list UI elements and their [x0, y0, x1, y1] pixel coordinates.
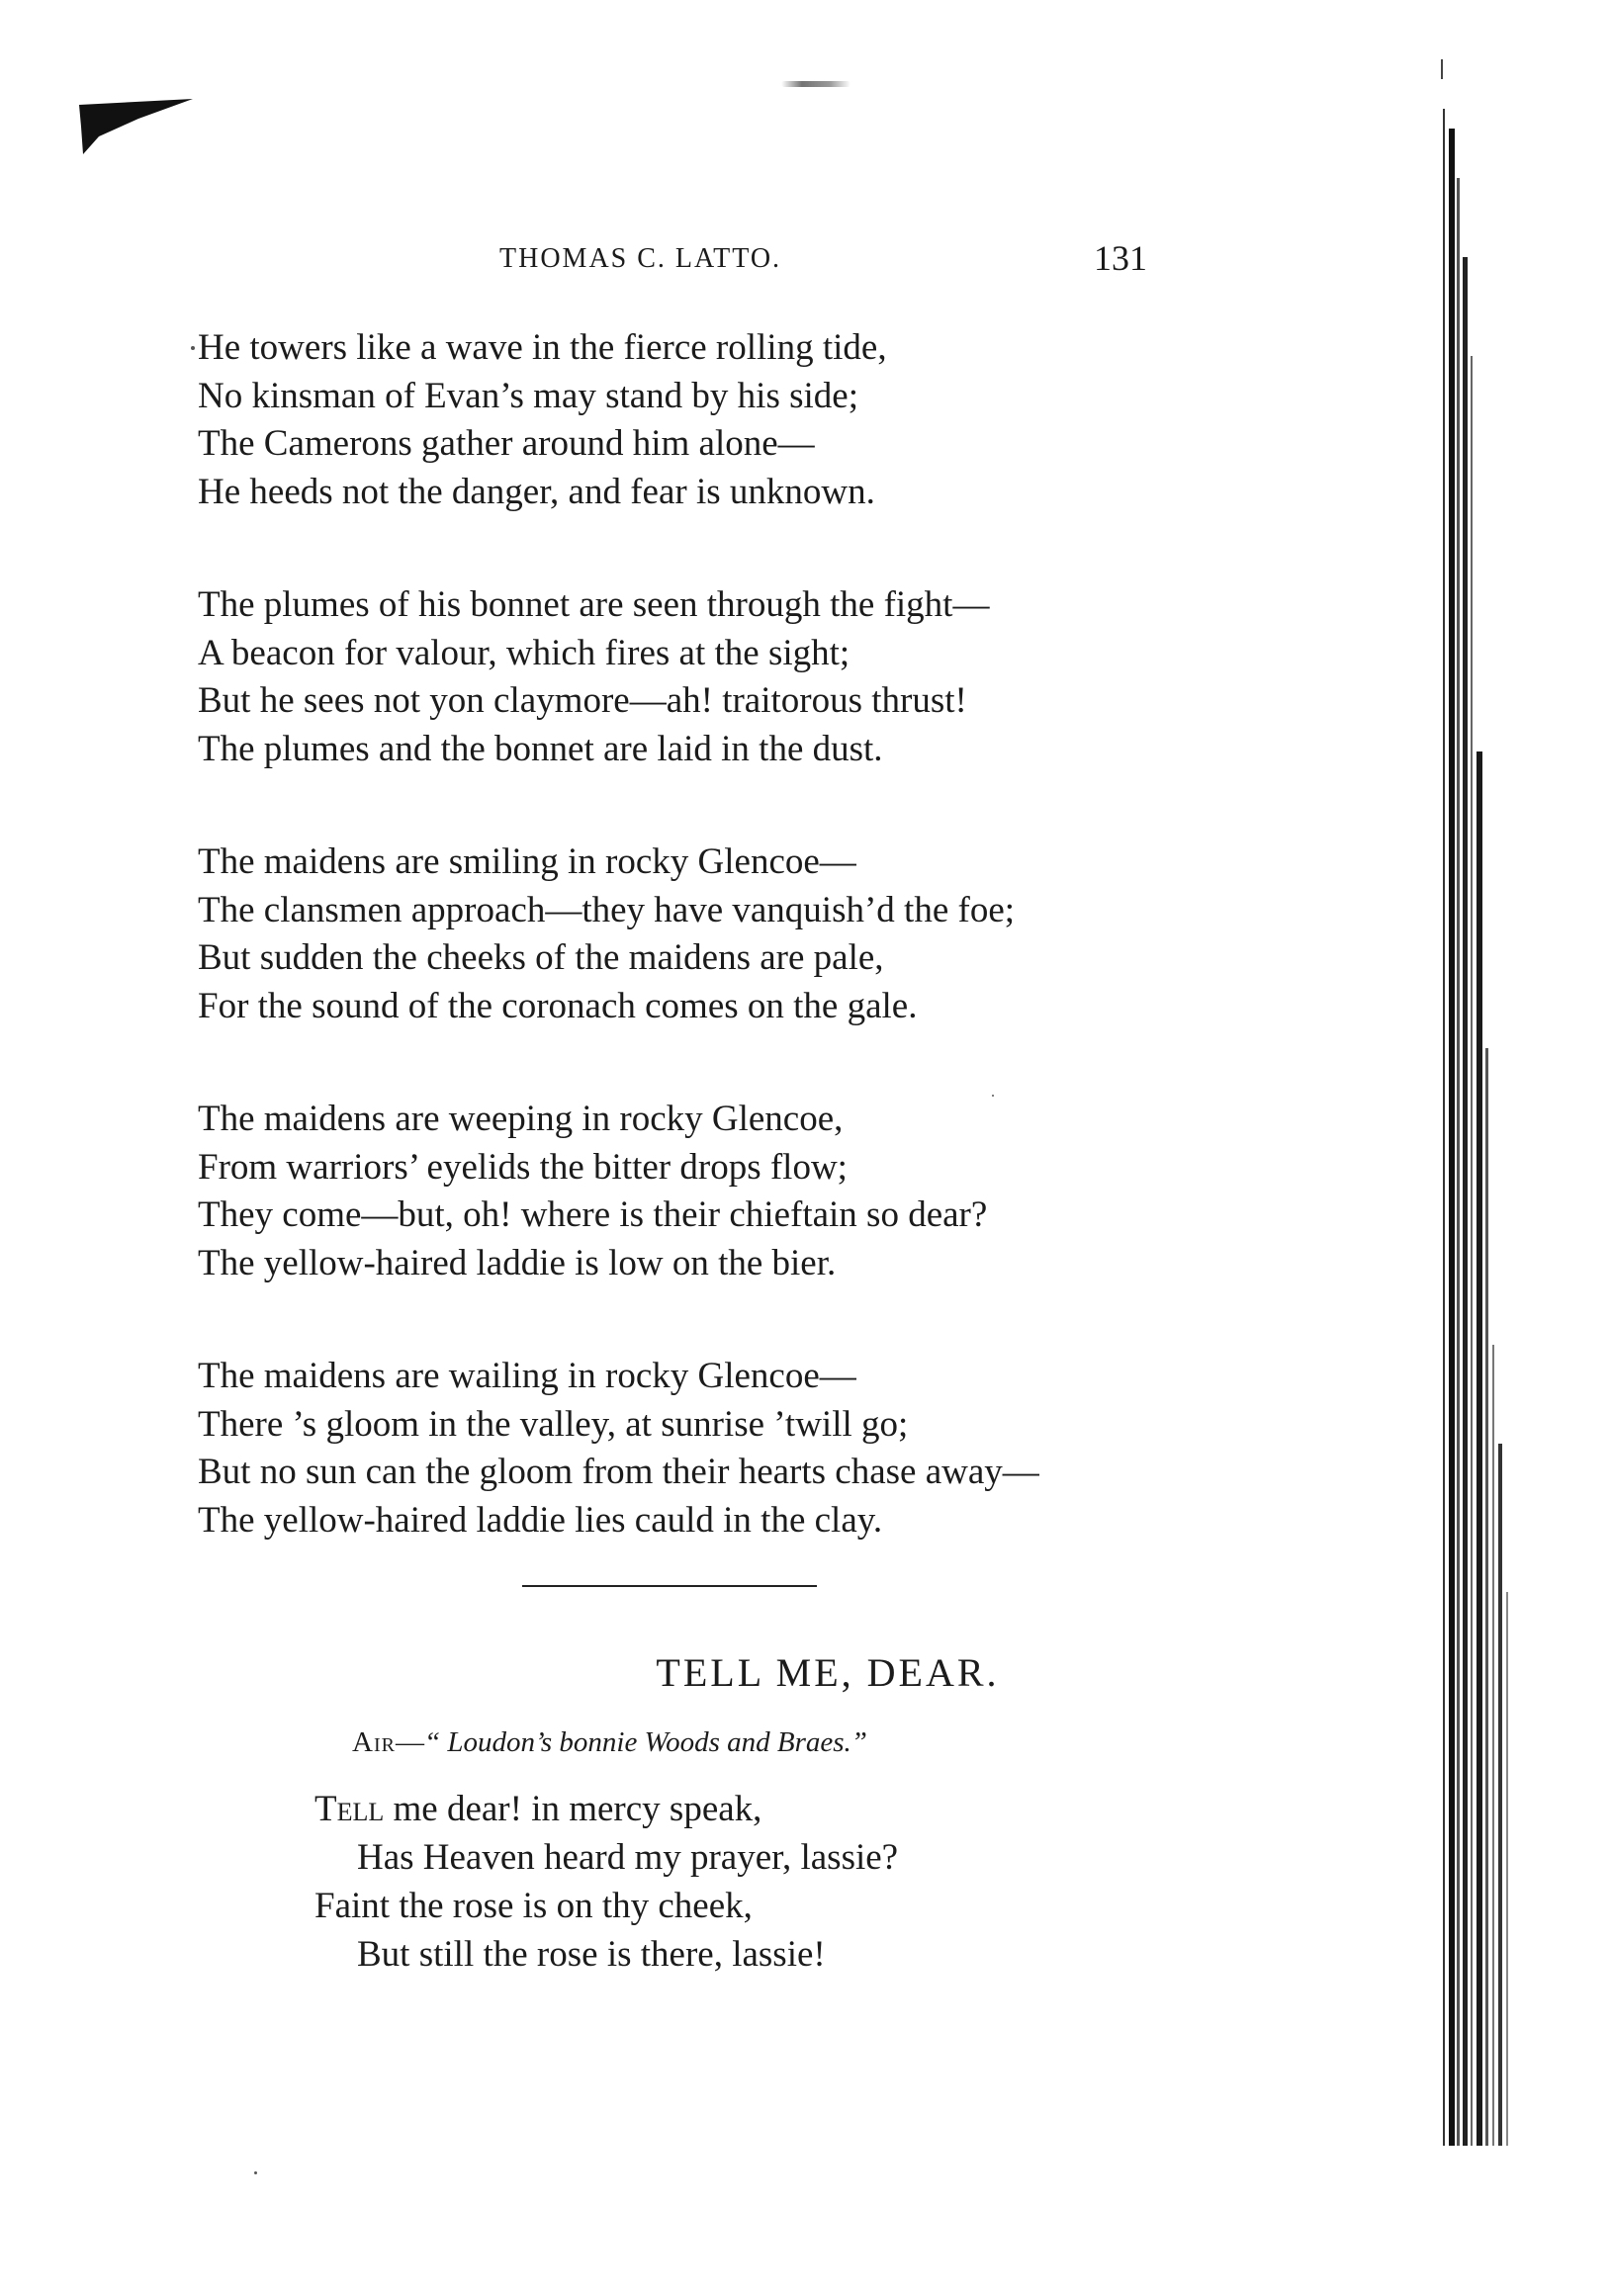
- verse-line: For the sound of the coronach comes on the gale.: [198, 985, 918, 1026]
- drop-word: Tell: [314, 1789, 385, 1829]
- verse-line: The maidens are smiling in rocky Glencoe—: [198, 841, 856, 882]
- verse-line: They come—but, oh! where is their chieftain so dear?: [198, 1194, 988, 1235]
- verse-line: He towers like a wave in the fierce rolling tide,: [198, 327, 887, 368]
- verse-line-rest: me dear! in mercy speak,: [384, 1789, 762, 1829]
- verse-line: The maidens are wailing in rocky Glencoe—: [198, 1356, 856, 1396]
- verse-line: Faint the rose is on thy cheek,: [314, 1886, 753, 1926]
- verse-line: The plumes of his bonnet are seen through the fight—: [198, 584, 990, 625]
- air-line: [352, 1726, 867, 1759]
- verse-line: There ’s gloom in the valley, at sunrise ’twill go;: [198, 1403, 909, 1445]
- running-title: THOMAS C. LATTO.: [499, 243, 782, 274]
- air-dash: —: [395, 1726, 424, 1758]
- verse-line: But sudden the cheeks of the maidens are pale,: [198, 937, 884, 978]
- scan-corner-mark-icon: [79, 97, 193, 156]
- verse-line: The yellow-haired laddie is low on the bier.: [198, 1242, 837, 1283]
- poem-body: [198, 324, 1187, 1610]
- verse-line: The Camerons gather around him alone—: [198, 423, 815, 464]
- song-stanza: [314, 1785, 1106, 1979]
- stanza: [198, 581, 1187, 773]
- stanza: [198, 324, 1187, 516]
- stanza: [198, 1096, 1187, 1287]
- verse-line: The yellow-haired laddie lies cauld in the clay.: [198, 1499, 883, 1541]
- poem-title: TELL ME, DEAR.: [656, 1650, 1000, 1695]
- verse-line: A beacon for valour, which fires at the sight;: [198, 632, 850, 673]
- scan-speck: [254, 2171, 257, 2174]
- verse-line: Has Heaven heard my prayer, lassie?: [357, 1837, 899, 1878]
- verse-line: The maidens are weeping in rocky Glencoe,: [198, 1099, 844, 1139]
- air-tune: “ Loudon’s bonnie Woods and Braes.”: [423, 1726, 867, 1758]
- verse-line: The clansmen approach—they have vanquish’d the foe;: [198, 889, 1016, 930]
- verse-line: The plumes and the bonnet are laid in the dust.: [198, 728, 883, 769]
- scan-speck: [992, 1095, 994, 1097]
- page-number: 131: [1094, 238, 1147, 278]
- verse-line: [314, 1785, 1106, 1833]
- scan-speck: [191, 346, 195, 350]
- book-binding-edge: [1439, 59, 1528, 2146]
- air-label: Air: [352, 1726, 396, 1758]
- stanza: [198, 839, 1187, 1030]
- scan-smudge: [781, 81, 850, 87]
- verse-line: From warriors’ eyelids the bitter drops flow;: [198, 1146, 848, 1188]
- stanza: [198, 1353, 1187, 1545]
- verse-line: No kinsman of Evan’s may stand by his side;: [198, 375, 858, 416]
- verse-line: He heeds not the danger, and fear is unknown.: [198, 471, 875, 512]
- verse-line: But still the rose is there, lassie!: [357, 1934, 826, 1975]
- running-head: [198, 237, 1147, 297]
- verse-line: But he sees not yon claymore—ah! traitorous thrust!: [198, 680, 967, 721]
- verse-line: But no sun can the gloom from their hearts chase away—: [198, 1452, 1039, 1492]
- section-divider: [522, 1585, 817, 1587]
